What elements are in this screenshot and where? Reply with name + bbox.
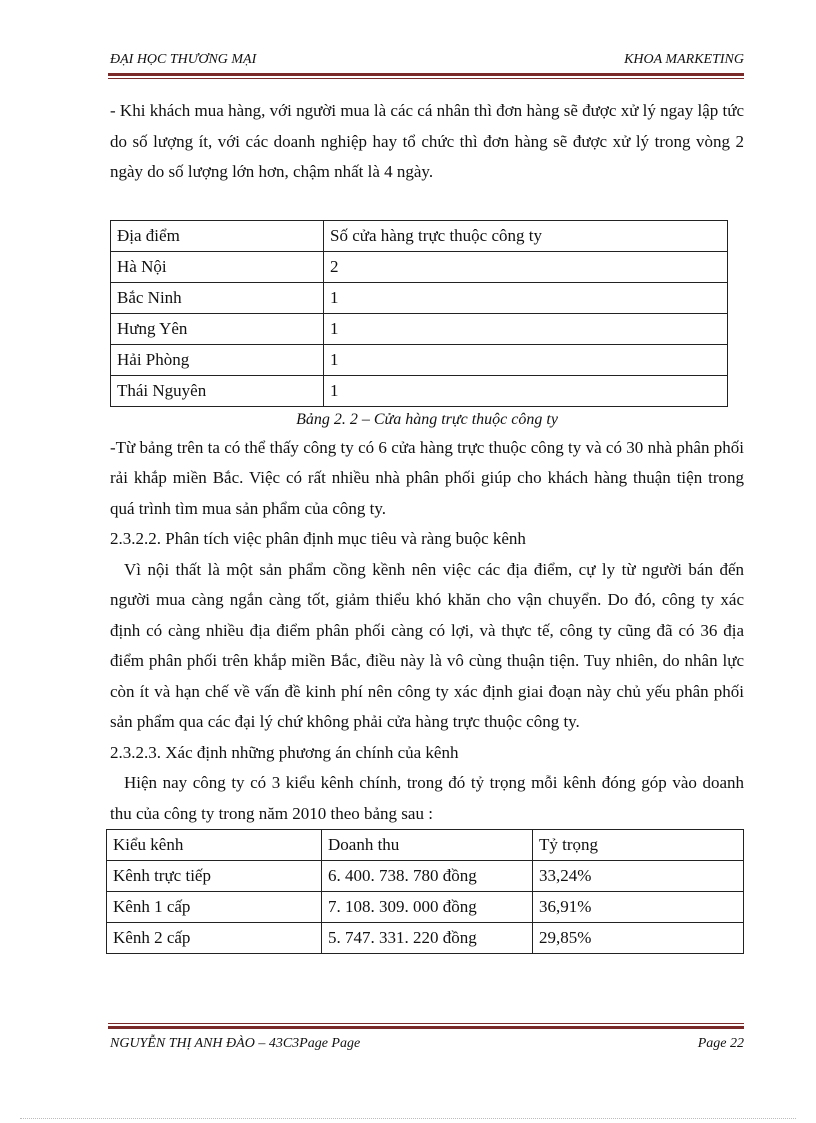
table-cell: Kênh trực tiếp [107, 861, 322, 892]
page-number: Page 22 [697, 1036, 744, 1051]
table-row [111, 375, 728, 406]
table-row [111, 344, 728, 375]
table-cell: Hải Phòng [111, 344, 324, 375]
table-cell: Kênh 2 cấp [107, 923, 322, 954]
page-header [110, 52, 744, 72]
stores-table [110, 220, 728, 407]
page-body [110, 96, 744, 954]
footer-author: NGUYỄN THỊ ANH ĐÀO – 43C3Page Page [110, 1036, 361, 1051]
table-cell: Hà Nội [111, 251, 324, 282]
table-row [107, 923, 744, 954]
table-row [111, 282, 728, 313]
header-university: ĐẠI HỌC THƯƠNG MẠI [110, 52, 257, 67]
table-cell: 7. 108. 309. 000 đồng [322, 892, 533, 923]
table-caption: Bảng 2. 2 – Cửa hàng trực thuộc công ty [296, 410, 558, 428]
table-cell: 5. 747. 331. 220 đồng [322, 923, 533, 954]
table-cell: Thái Nguyên [111, 375, 324, 406]
table-header-cell: Địa điểm [111, 220, 324, 251]
paragraph-channel-goals: Vì nội thất là một sản phẩm cồng kềnh nên việc các địa điểm, cự ly từ người bán đến người mua càng ngắn càng tốt, giảm thiểu khó khăn cho vận chuyển. Do đó, công ty xác định có càng nhiều địa điểm phân phối càng có lợi, và thực tế, công ty cũng đã có 36 địa điểm phân phối trên khắp miền Bắc, điều này là vô cùng thuận tiện. Tuy nhiên, do nhân lực còn ít và hạn chế về vấn đề kinh phí nên công ty xác định giai đoạn này chủ yếu phân phối sản phẩm qua các đại lý chứ không phải cửa hàng trực thuộc công ty. [110, 559, 744, 731]
table-row [107, 861, 744, 892]
table-header-cell: Số cửa hàng trực thuộc công ty [324, 220, 728, 251]
paragraph-order-processing: - Khi khách mua hàng, với người mua là các cá nhân thì đơn hàng sẽ được xử lý ngay lập tức do số lượng ít, với các doanh nghiệp hay tổ chức thì đơn hàng sẽ được xử lý trong vòng 2 ngày do số lượng lớn hơn, chậm nhất là 4 ngày. [110, 101, 744, 181]
table-cell: 6. 400. 738. 780 đồng [322, 861, 533, 892]
section-heading-2322: 2.3.2.2. Phân tích việc phân định mục tiêu và ràng buộc kênh [110, 529, 526, 548]
paragraph-channel-types: Hiện nay công ty có 3 kiểu kênh chính, trong đó tỷ trọng mỗi kênh đóng góp vào doanh thu của công ty trong năm 2010 theo bảng sau : [110, 773, 744, 823]
table-cell: 1 [324, 282, 728, 313]
page-break-line [20, 1118, 796, 1119]
table-header-row [107, 830, 744, 861]
table-cell: 1 [324, 344, 728, 375]
footer-rule [108, 1026, 744, 1029]
header-rule-thin [108, 78, 744, 79]
table-header-cell: Tỷ trọng [533, 830, 744, 861]
table-cell: 33,24% [533, 861, 744, 892]
table-header-cell: Kiểu kênh [107, 830, 322, 861]
table-cell: 1 [324, 313, 728, 344]
table-cell: 1 [324, 375, 728, 406]
footer-rule-thin [108, 1023, 744, 1024]
header-rule [108, 73, 744, 76]
section-heading-2323: 2.3.2.3. Xác định những phương án chính của kênh [110, 742, 459, 762]
table-row [107, 892, 744, 923]
table-cell: Hưng Yên [111, 313, 324, 344]
table-cell: 29,85% [533, 923, 744, 954]
table-cell: Kênh 1 cấp [107, 892, 322, 923]
table-cell: Bắc Ninh [111, 282, 324, 313]
paragraph-stores-summary: -Từ bảng trên ta có thể thấy công ty có 6 cửa hàng trực thuộc công ty và có 30 nhà phân phối rải khắp miền Bắc. Việc có rất nhiều nhà phân phối giúp cho khách hàng thuận tiện trong quá trình tìm mua sản phẩm của công ty. [110, 437, 744, 518]
table-header-cell: Doanh thu [322, 830, 533, 861]
revenue-table [106, 829, 744, 954]
table-cell: 2 [324, 251, 728, 282]
table-row [111, 313, 728, 344]
table-header-row [111, 220, 728, 251]
header-faculty: KHOA MARKETING [624, 52, 744, 67]
table-row [111, 251, 728, 282]
table-cell: 36,91% [533, 892, 744, 923]
